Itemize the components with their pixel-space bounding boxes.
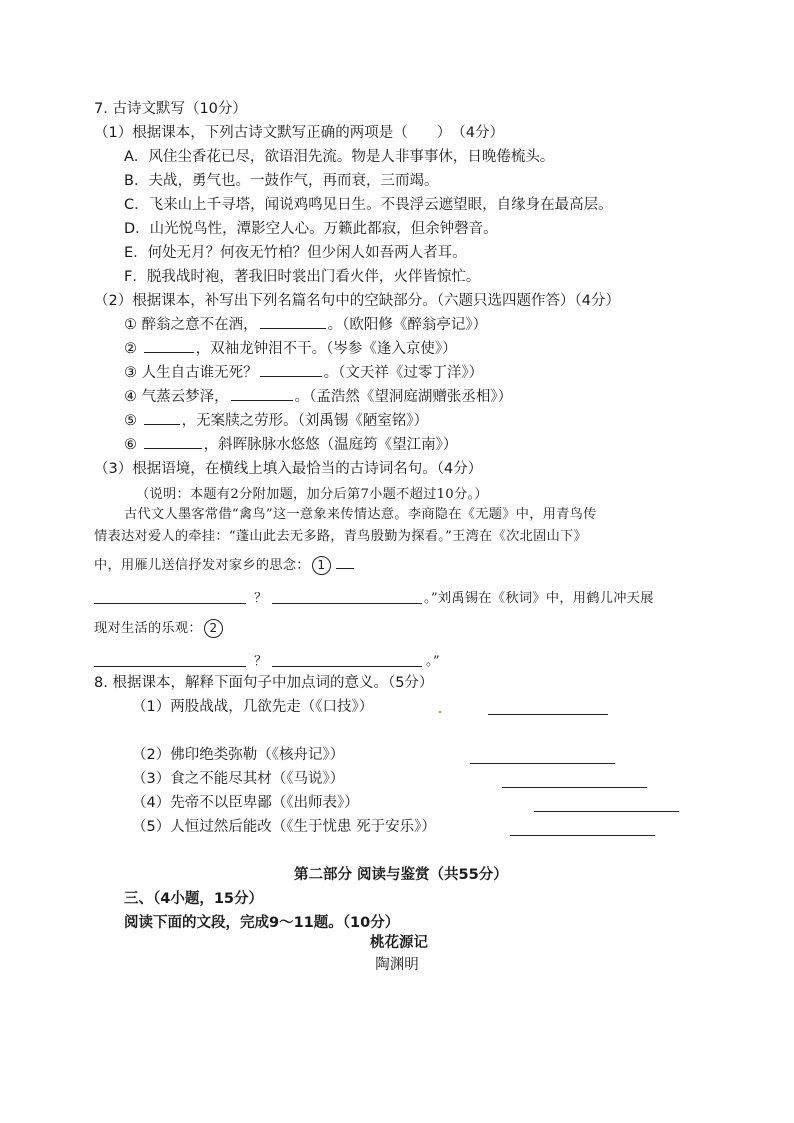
q7-option-c: C．飞来山上千寻塔，闻说鸡鸣见日生。不畏浮云遮望眼，自缘身在最高层。: [124, 197, 613, 213]
item-text-after: 。（孟浩然《望洞庭湖赠张丞相》）: [294, 389, 513, 405]
stray-mark: [439, 711, 441, 713]
q8-answer-blank-2[interactable]: [470, 762, 615, 764]
q7-option-a: A．风住尘香花已尽，欲语泪先流。物是人非事事休，日晚倦梳头。: [124, 149, 555, 165]
context-paragraph-line-2: 情表达对爱人的牵挂：“蓬山此去无多路，青鸟殷勤为探看。”王湾在《次北固山下》: [94, 529, 588, 544]
q7-option-f: F．脱我战时袍，著我旧时裳出门看火伴，火伴皆惊忙。: [124, 269, 481, 285]
answer-blank[interactable]: [260, 362, 322, 377]
item-text-before: 气蒸云梦泽，: [141, 389, 229, 405]
fill-item-4: [124, 386, 512, 408]
fill-item-5: [124, 410, 428, 432]
answer-blank[interactable]: [144, 338, 194, 353]
answer-blank[interactable]: [144, 410, 180, 425]
q8-item-5: （5）人恒过然后能改（《生于忧患 死于安乐》）: [132, 819, 436, 835]
answer-marker-1: 1: [312, 556, 331, 575]
context-paragraph-line-5: [94, 618, 226, 640]
q7-option-b: B．夫战，勇气也。一鼓作气，再而衰，三而竭。: [124, 173, 439, 189]
answer-blank-2a[interactable]: [94, 665, 246, 667]
q7-option-e: E．何处无月？何夜无竹柏？但少闲人如吾两人者耳。: [124, 245, 467, 261]
q8-item-2: （2）佛印绝类弥勒（《核舟记》）: [132, 747, 345, 763]
answer-blank[interactable]: [231, 386, 293, 401]
q7-option-d: D．山光悦鸟性，潭影空人心。万籁此都寂，但余钟磬音。: [124, 221, 498, 237]
context-paragraph-line-3: [94, 554, 356, 577]
fill-item-6: [124, 434, 457, 456]
answer-blank-1b[interactable]: [272, 602, 422, 604]
q7-part3-note: （说明：本题有2分附加题，加分后第7小题不超过10分。）: [136, 487, 488, 502]
q7-part1-stem: （1）根据课本，下列古诗文默写正确的两项是（ ） （4分）: [94, 125, 504, 141]
paragraph-text: 现对生活的乐观：: [94, 621, 202, 636]
poem-title: 桃花源记: [370, 935, 428, 951]
item-text-after: ，双袖龙钟泪不干。（岑参《逢入京使》）: [195, 341, 457, 357]
section-heading: 三、（4小题，15分）: [124, 891, 264, 907]
item-number: ⑥: [124, 437, 137, 453]
item-number: ⑤: [124, 413, 137, 429]
answer-blank[interactable]: [336, 554, 354, 569]
paragraph-text: 中，用雁儿送信抒发对家乡的思念：: [94, 558, 310, 573]
item-text-after: 。（文天祥《过零丁洋》）: [323, 365, 484, 381]
question-mark: ？: [254, 654, 268, 669]
item-text-after: ，斜晖脉脉水悠悠（温庭筠《望江南》）: [203, 437, 458, 453]
q8-answer-blank-5[interactable]: [510, 834, 655, 836]
item-text-before: 人生自古谁无死？: [141, 365, 258, 381]
q7-title: 7. 古诗文默写（10分）: [94, 101, 247, 117]
item-number: ②: [124, 341, 137, 357]
fill-item-2: [124, 338, 457, 360]
reading-instruction: 阅读下面的文段，完成9～11题。（10分）: [124, 915, 400, 931]
closing-quote: 。”: [426, 654, 440, 669]
item-text-after: ，无案牍之劳形。（刘禹锡《陋室铭》）: [181, 413, 429, 429]
q8-answer-blank-3[interactable]: [502, 786, 647, 788]
answer-blank[interactable]: [144, 434, 202, 449]
context-paragraph-line-4: 。”刘禹锡在《秋词》中，用鹤儿冲天展: [424, 591, 654, 606]
answer-blank-2b[interactable]: [272, 665, 422, 667]
answer-blank[interactable]: [260, 314, 326, 329]
context-paragraph-line-1: 古代文人墨客常借“禽鸟”这一意象来传情达意。李商隐在《无题》中，用青鸟传: [124, 507, 597, 522]
q7-part2-stem: （2）根据课本，补写出下列名篇名句中的空缺部分。（六题只选四题作答）（4分）: [94, 293, 620, 309]
item-number: ④: [124, 389, 137, 405]
fill-item-1: [124, 314, 487, 336]
question-mark: ？: [254, 591, 268, 606]
part2-heading: 第二部分 阅读与鉴赏（共55分）: [294, 867, 508, 883]
item-number: ①: [124, 317, 137, 333]
q8-answer-blank-1[interactable]: [488, 713, 608, 715]
q8-item-4: （4）先帝不以臣卑鄙（《出师表》）: [132, 795, 359, 811]
answer-blank-1a[interactable]: [94, 602, 246, 604]
poem-author: 陶渊明: [375, 957, 419, 973]
q8-item-3: （3）食之不能尽其材（《马说》）: [132, 771, 345, 787]
item-text-before: 醉翁之意不在酒，: [141, 317, 258, 333]
item-number: ③: [124, 365, 137, 381]
q8-answer-blank-4[interactable]: [534, 810, 679, 812]
q7-part3-stem: （3）根据语境，在横线上填入最恰当的古诗词名句。（4分）: [94, 461, 483, 477]
q8-title: 8. 根据课本，解释下面句子中加点词的意义。（5分）: [94, 675, 434, 691]
fill-item-3: [124, 362, 483, 384]
answer-marker-2: 2: [204, 619, 223, 638]
item-text-after: 。（欧阳修《醉翁亭记》）: [327, 317, 488, 333]
q8-item-1: （1）两股战战，几欲先走（《口技》）: [132, 699, 374, 715]
